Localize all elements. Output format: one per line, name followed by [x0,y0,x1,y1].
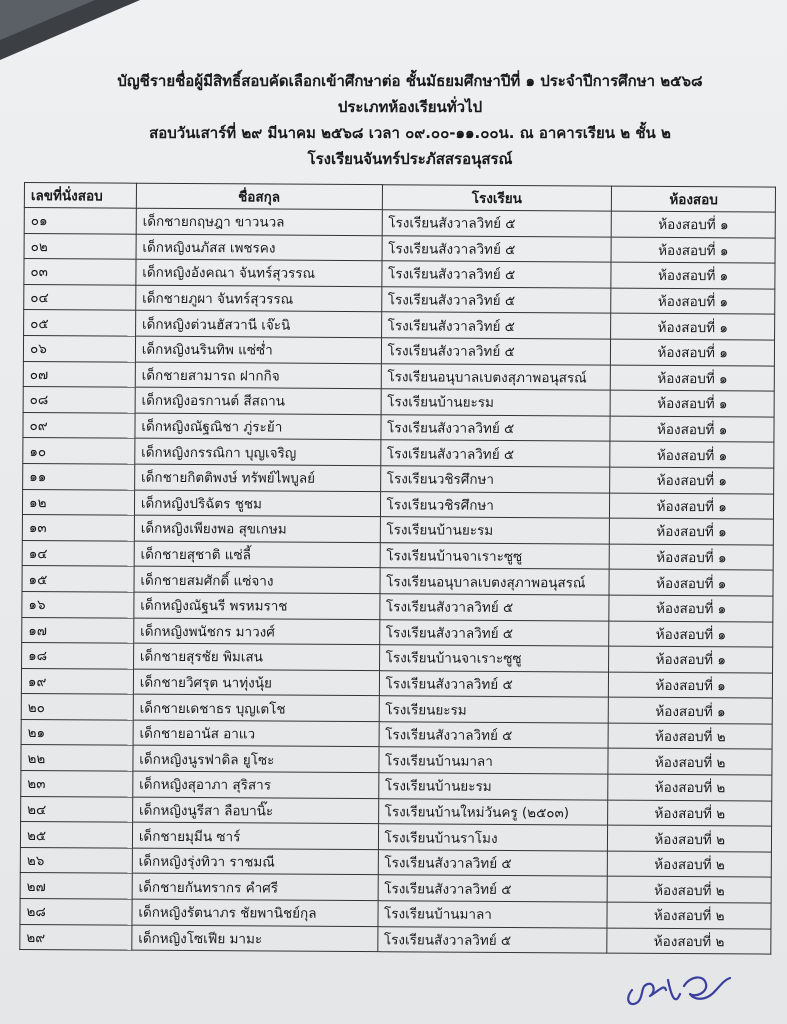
school-cell: โรงเรียนอนุบาลเบตงสุภาพอนุสรณ์ [381,363,611,390]
student-name-cell: เด็กหญิงอรกานต์ สีสถาน [135,387,381,414]
school-name: โรงเรียนจันทร์ประภัสสรอนุสรณ์ [307,150,513,168]
seat-number-cell: ๐๓ [24,259,136,285]
school-cell: โรงเรียนสังวาลวิทย์ ๕ [381,312,611,339]
student-name-cell: เด็กหญิงเพียงพอ สุขเกษม [134,515,380,542]
seat-number-cell: ๑๘ [22,643,134,669]
exam-room-cell: ห้องสอบที่ ๑ [611,237,775,264]
school-cell: โรงเรียนสังวาลวิทย์ ๕ [379,722,609,749]
school-cell: โรงเรียนสังวาลวิทย์ ๕ [380,414,610,441]
exam-room-cell: ห้องสอบที่ ๒ [608,825,772,852]
seat-number-cell: ๐๕ [24,310,136,336]
column-header-name: ชื่อสกุล [136,183,382,210]
exam-room-cell: ห้องสอบที่ ๑ [609,569,773,596]
school-cell: โรงเรียนบ้านราโมง [378,824,608,851]
seat-number-cell: ๑๗ [22,617,134,643]
seat-number-cell: ๐๑ [24,208,136,234]
student-name-cell: เด็กชายวิศรุต นาทุ่งนุ้ย [133,669,379,696]
exam-room-cell: ห้องสอบที่ ๑ [611,339,775,366]
exam-room-cell: ห้องสอบที่ ๒ [608,877,772,904]
seat-number-cell: ๒๓ [21,771,133,797]
school-cell: โรงเรียนสังวาลวิทย์ ๕ [380,440,610,467]
student-name-cell: เด็กหญิงอังคณา จันทร์สุวรรณ [136,259,382,286]
seat-number-cell: ๐๘ [23,387,135,413]
student-name-cell: เด็กหญิงพนัชกร มาวงศ์ [134,618,380,645]
seat-number-cell: ๑๔ [22,540,134,566]
school-cell: โรงเรียนบ้านจาเราะซูซู [379,645,609,672]
seat-number-cell: ๒๕ [20,822,132,848]
school-cell: โรงเรียนสังวาลวิทย์ ๕ [382,210,612,237]
column-header-seat: เลขที่นั่งสอบ [24,183,136,209]
student-name-cell: เด็กชายมุมีน ซาร์ [132,822,378,849]
column-header-room: ห้องสอบ [612,186,776,212]
seat-number-cell: ๑๒ [22,489,134,515]
exam-room-cell: ห้องสอบที่ ๒ [607,902,771,929]
student-name-cell: เด็กหญิงรัตนาภร ชัยพานิชย์กุล [132,899,378,926]
student-name-cell: เด็กชายกฤษฎา ขาวนวล [136,208,382,235]
school-cell: โรงเรียนสังวาลวิทย์ ๕ [381,338,611,365]
student-name-cell: เด็กชายกันทรากร คำศรี [132,874,378,901]
student-name-cell: เด็กหญิงนภัสส เพชรคง [136,234,382,261]
seat-number-cell: ๑๕ [22,566,134,592]
exam-room-cell: ห้องสอบที่ ๒ [607,928,771,955]
school-cell: โรงเรียนบ้านใหม่วันครู (๒๕๐๓) [378,798,608,825]
exam-room-cell: ห้องสอบที่ ๒ [608,851,772,878]
student-name-cell: เด็กชายสุชาติ แซ่ลี้ [134,541,380,568]
seat-number-cell: ๐๔ [24,284,136,310]
seat-number-cell: ๒๖ [20,847,132,873]
seat-number-cell: ๒๑ [21,719,133,745]
exam-room-cell: ห้องสอบที่ ๒ [608,800,772,827]
seat-number-cell: ๒๗ [20,873,132,899]
document-title: บัญชีรายชื่อผู้มีสิทธิ์สอบคัดเลือกเข้าศึกษาต่อ ชั้นมัธยมศึกษาปีที่ ๑ ประจำปีการศึกษา ๒๕๖๘ [117,72,703,90]
exam-room-cell: ห้องสอบที่ ๑ [609,672,773,699]
student-name-cell: เด็กหญิงปริฉัตร ชูชม [134,490,380,517]
school-cell: โรงเรียนสังวาลวิทย์ ๕ [378,850,608,877]
seat-number-cell: ๑๐ [23,438,135,464]
exam-room-cell: ห้องสอบที่ ๑ [610,518,774,545]
exam-room-cell: ห้องสอบที่ ๑ [610,544,774,571]
school-cell: โรงเรียนวชิรศึกษา [380,466,610,493]
school-cell: โรงเรียนบ้านมาลา [377,901,607,928]
exam-room-cell: ห้องสอบที่ ๒ [608,774,772,801]
exam-room-cell: ห้องสอบที่ ๑ [612,211,776,238]
seat-number-cell: ๑๑ [23,463,135,489]
student-name-cell: เด็กชายสุรชัย พิมเสน [133,643,379,670]
seat-number-cell: ๒๘ [20,899,132,925]
seat-number-cell: ๒๐ [21,694,133,720]
seat-number-cell: ๐๖ [23,335,135,361]
seat-number-cell: ๐๒ [24,233,136,259]
school-cell: โรงเรียนอนุบาลเบตงสุภาพอนุสรณ์ [380,568,610,595]
seat-number-cell: ๒๒ [21,745,133,771]
document-category: ประเภทห้องเรียนทั่วไป [337,98,483,116]
table-body [20,208,776,955]
school-cell: โรงเรียนบ้านมาลา [378,747,608,774]
school-cell: โรงเรียนวชิรศึกษา [380,491,610,518]
school-cell: โรงเรียนสังวาลวิทย์ ๕ [381,286,611,313]
school-cell: โรงเรียนสังวาลวิทย์ ๕ [379,594,609,621]
student-name-cell: เด็กหญิงโซเฟีย มามะ [132,925,378,952]
student-name-cell: เด็กหญิงสุอาภา สุริสาร [133,771,379,798]
exam-room-cell: ห้องสอบที่ ๑ [610,441,774,468]
student-name-cell: เด็กชายสมศักดิ์ แซ่จาง [134,566,380,593]
student-name-cell: เด็กหญิงกรรณิกา บุญเจริญ [135,439,381,466]
exam-room-cell: ห้องสอบที่ ๑ [609,697,773,724]
seat-number-cell: ๑๓ [22,515,134,541]
student-name-cell: เด็กหญิงณัฐณิชา ภู่ระย้า [135,413,381,440]
school-cell: โรงเรียนสังวาลวิทย์ ๕ [377,926,607,953]
school-cell: โรงเรียนยะรม [379,696,609,723]
candidate-table [19,182,776,955]
table-row [20,924,771,954]
exam-room-cell: ห้องสอบที่ ๑ [609,595,773,622]
exam-room-cell: ห้องสอบที่ ๑ [611,262,775,289]
student-name-cell: เด็กหญิงณัฐนรี พรหมราช [134,592,380,619]
school-cell: โรงเรียนสังวาลวิทย์ ๕ [381,261,611,288]
school-cell: โรงเรียนบ้านยะรม [381,389,611,416]
exam-room-cell: ห้องสอบที่ ๒ [608,749,772,776]
seat-number-cell: ๒๔ [21,796,133,822]
exam-schedule: สอบวันเสาร์ที่ ๒๙ มีนาคม ๒๕๖๘ เวลา ๐๙.๐๐-๑๑.๐๐น. ณ อาคารเรียน ๒ ชั้น ๒ [149,124,671,142]
exam-room-cell: ห้องสอบที่ ๑ [611,313,775,340]
exam-room-cell: ห้องสอบที่ ๑ [609,646,773,673]
student-name-cell: เด็กหญิงนรินทิพ แซ่ซ่ำ [135,336,381,363]
document-header [60,68,760,172]
exam-room-cell: ห้องสอบที่ ๑ [611,288,775,315]
exam-room-cell: ห้องสอบที่ ๑ [610,493,774,520]
student-name-cell: เด็กชายสามารถ ฝากกิจ [135,362,381,389]
seat-number-cell: ๐๙ [23,412,135,438]
exam-room-cell: ห้องสอบที่ ๑ [610,467,774,494]
student-name-cell: เด็กหญิงต่วนฮัสวานี เจ๊ะนิ [135,311,381,338]
school-cell: โรงเรียนบ้านยะรม [380,517,610,544]
student-name-cell: เด็กชายกิตติพงษ์ ทรัพย์ไพบูลย์ [134,464,380,491]
school-cell: โรงเรียนสังวาลวิทย์ ๕ [378,875,608,902]
seat-number-cell: ๑๖ [22,591,134,617]
student-name-cell: เด็กชายอานัส อาแว [133,720,379,747]
exam-room-cell: ห้องสอบที่ ๑ [610,416,774,443]
handwritten-signature [620,960,740,1015]
seat-number-cell: ๐๗ [23,361,135,387]
school-cell: โรงเรียนบ้านจาเราะซูซู [380,542,610,569]
exam-room-cell: ห้องสอบที่ ๒ [608,723,772,750]
page-corner-fold [0,0,95,40]
seat-number-cell: ๑๙ [21,668,133,694]
student-name-cell: เด็กหญิงนูรีสา ลือบานิ๊ะ [132,797,378,824]
school-cell: โรงเรียนบ้านยะรม [378,773,608,800]
column-header-school: โรงเรียน [382,185,612,211]
exam-room-cell: ห้องสอบที่ ๑ [611,390,775,417]
exam-room-cell: ห้องสอบที่ ๑ [609,621,773,648]
student-name-cell: เด็กหญิงนูรฟาดิล ยูโซะ [133,746,379,773]
school-cell: โรงเรียนสังวาลวิทย์ ๕ [382,235,612,262]
student-name-cell: เด็กชายภูผา จันทร์สุวรรณ [136,285,382,312]
school-cell: โรงเรียนสังวาลวิทย์ ๕ [379,619,609,646]
exam-room-cell: ห้องสอบที่ ๑ [611,365,775,392]
student-name-cell: เด็กชายเดชาธร บุญเตโช [133,694,379,721]
school-cell: โรงเรียนสังวาลวิทย์ ๕ [379,670,609,697]
seat-number-cell: ๒๙ [20,924,132,950]
student-name-cell: เด็กหญิงรุ่งทิวา ราชมณี [132,848,378,875]
